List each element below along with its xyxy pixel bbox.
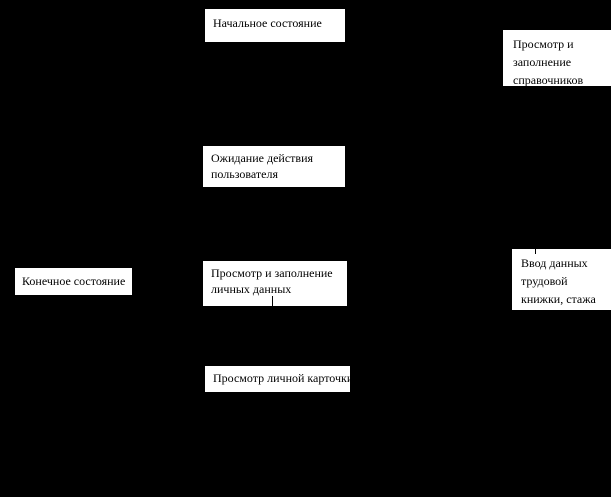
node-enter-work-record-data: [512, 249, 611, 310]
connector-line-fragment: [535, 249, 536, 254]
node-view-personal-card: [205, 366, 354, 392]
node-waiting-user-action: [203, 146, 345, 187]
node-view-fill-personal-data-label: Просмотр и заполнение личных данных: [211, 266, 333, 296]
node-final-state: [15, 268, 132, 295]
node-initial-state: [205, 9, 345, 42]
node-waiting-user-action-label: Ожидание действия пользователя: [211, 151, 314, 181]
node-view-fill-personal-data: [203, 261, 347, 306]
node-view-personal-card-label: Просмотр личной карточки: [213, 371, 354, 385]
connector-line-fragment: [272, 296, 273, 306]
node-final-state-label: Конечное состояние: [22, 274, 126, 288]
node-enter-work-record-data-label: Ввод данных трудовой книжки, стажа: [521, 256, 596, 306]
node-view-fill-reference-books: [503, 30, 611, 86]
node-initial-state-label: Начальное состояние: [213, 16, 322, 30]
node-view-fill-reference-books-label: Просмотр и заполнение справочников: [513, 37, 584, 87]
